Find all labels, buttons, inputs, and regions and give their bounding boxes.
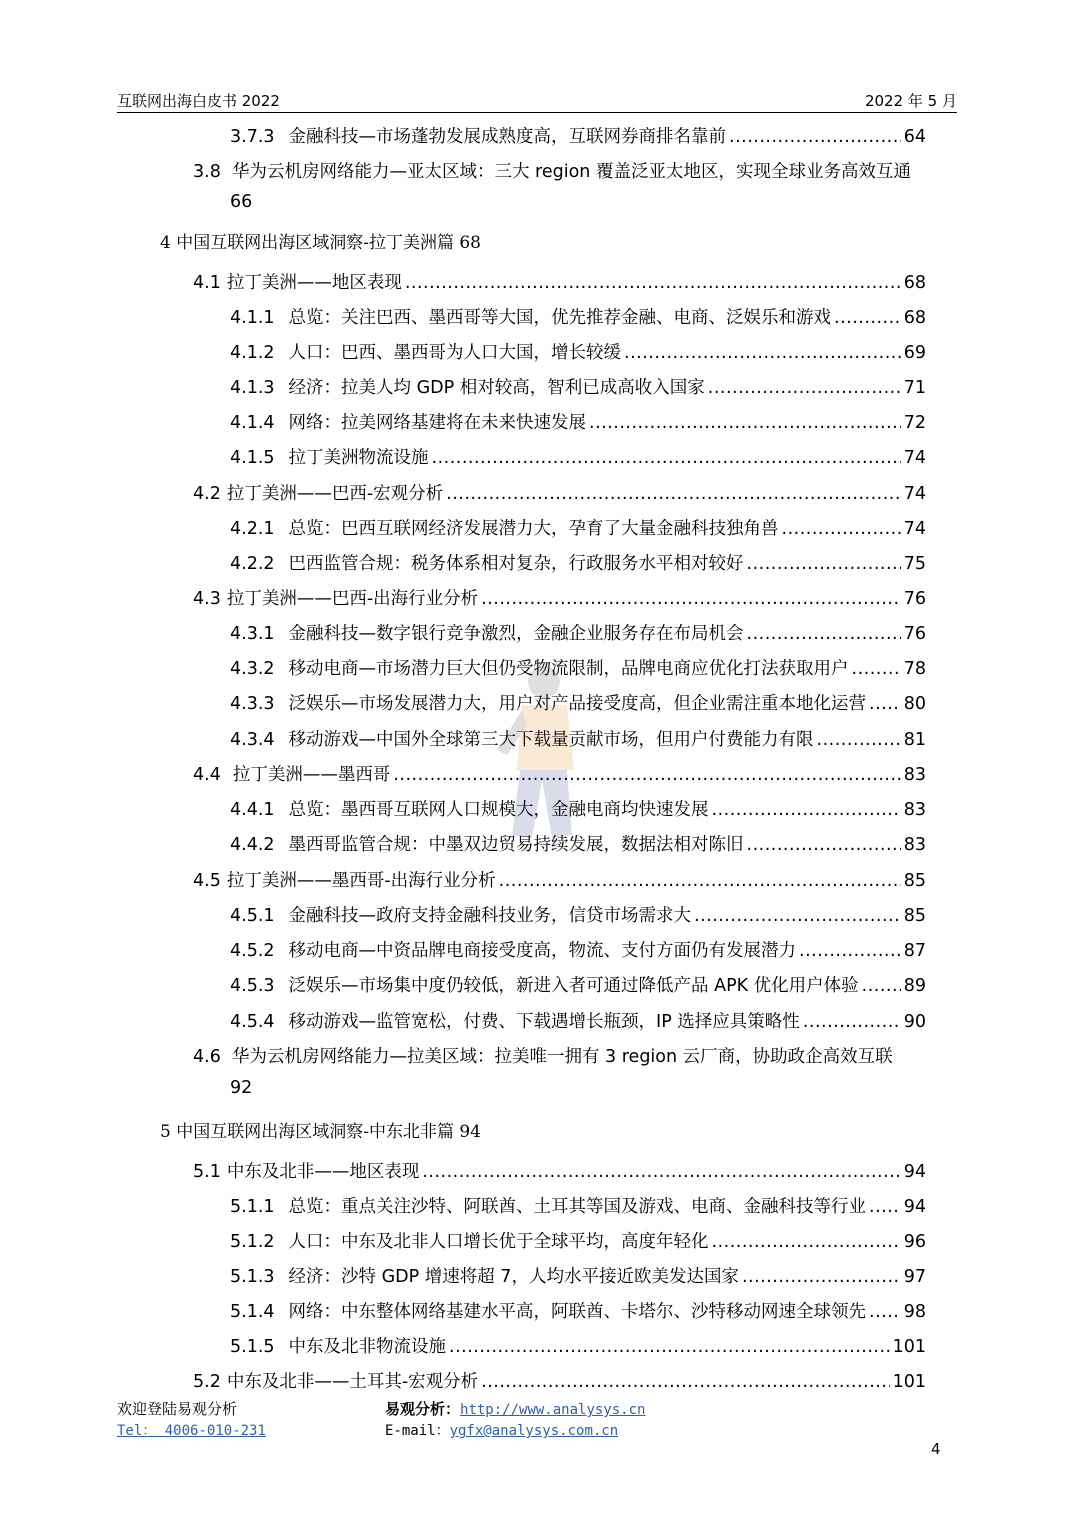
dot-leader [742,1262,901,1292]
toc-entry[interactable]: 4.1.4 网络：拉美网络基建将在未来快速发展 ..... 72 [230,408,926,438]
dot-leader [712,795,901,825]
toc-chapter-5[interactable]: 5 中国互联网出海区域洞察-中东北非篇 94 [160,1122,481,1142]
dot-leader [869,689,901,719]
toc-entry[interactable]: 5.1.3 经济：沙特 GDP 增速将超 7，人均水平接近欧美发达国家 ..... 97 [230,1262,926,1292]
dot-leader [481,1367,889,1397]
footer-email-link[interactable]: ygfx@analysys.com.cn [449,1423,619,1439]
dot-leader [747,619,901,649]
toc-entry[interactable]: 4.1.1 总览：关注巴西、墨西哥等大国，优先推荐金融、电商、泛娱乐和游戏 ..... 68 [230,303,926,333]
toc-entry[interactable]: 4.2.2 巴西监管合规：税务体系相对复杂，行政服务水平相对较好 ..... 75 [230,549,926,579]
toc-entry[interactable]: 4.3 拉丁美洲——巴西-出海行业分析 ..... 76 [193,584,926,614]
header-title: 互联网出海白皮书 2022 [117,92,280,110]
dot-leader [712,1227,901,1257]
dot-leader [446,479,901,509]
page-header [117,84,957,113]
toc-entry[interactable]: 3.8 华为云机房网络能力—亚太区域：三大 region 覆盖泛亚太地区，实现全球业务高效互通 [193,162,911,182]
dot-leader [393,760,900,790]
dot-leader [499,866,901,896]
footer-tel-link[interactable]: Tel： 4006-010-231 [117,1423,266,1439]
footer-site [385,1398,645,1419]
toc-entry[interactable]: 4.1 拉丁美洲——地区表现 ..... 68 [193,268,926,298]
toc-entry[interactable]: 4.1.3 经济：拉美人均 GDP 相对较高，智利已成高收入国家 ..... 71 [230,373,926,403]
toc-entry[interactable]: 4.3.3 泛娱乐—市场发展潜力大，用户对产品接受度高，但企业需注重本地化运营 ..... 80 [230,689,926,719]
toc-entry[interactable]: 5.2 中东及北非——土耳其-宏观分析 ..... 101 [193,1367,926,1397]
toc-page-number: 66 [230,192,253,212]
toc-entry[interactable]: 4.4.1 总览：墨西哥互联网人口规模大，金融电商均快速发展 ..... 83 [230,795,926,825]
dot-leader [747,830,901,860]
dot-leader [422,1157,900,1187]
footer-email-label: E-mail： [385,1423,450,1439]
footer-site-label: 易观分析： [385,1400,461,1418]
toc-chapter-4[interactable]: 4 中国互联网出海区域洞察-拉丁美洲篇 68 [160,233,481,253]
dot-leader [817,725,901,755]
toc-entry[interactable]: 4.6 华为云机房网络能力—拉美区域：拉美唯一拥有 3 region 云厂商，协助政企高效互联 [193,1047,893,1067]
toc-page-number: 92 [230,1078,253,1098]
dot-leader [589,408,901,438]
dot-leader [799,936,901,966]
page-number: 4 [931,1440,941,1458]
toc-entry[interactable]: 4.5.2 移动电商—中资品牌电商接受度高，物流、支付方面仍有发展潜力 ..... 87 [230,936,926,966]
dot-leader [694,901,901,931]
dot-leader [449,1332,890,1362]
dot-leader [432,443,901,473]
dot-leader [747,549,901,579]
footer-welcome: 欢迎登陆易观分析 [117,1400,238,1418]
toc-entry[interactable]: 3.7.3 金融科技—市场蓬勃发展成熟度高，互联网券商排名靠前 ..... 64 [230,122,926,152]
dot-leader [852,654,901,684]
toc-entry[interactable]: 4.3.2 移动电商—市场潜力巨大但仍受物流限制，品牌电商应优化打法获取用户 ..... 78 [230,654,926,684]
dot-leader [803,1007,901,1037]
toc-entry[interactable]: 4.2 拉丁美洲——巴西-宏观分析 ..... 74 [193,479,926,509]
dot-leader [862,971,901,1001]
dot-leader [481,584,901,614]
toc-entry[interactable]: 4.2.1 总览：巴西互联网经济发展潜力大，孕育了大量金融科技独角兽 ..... 74 [230,514,926,544]
toc-entry[interactable]: 5.1.4 网络：中东整体网络基建水平高，阿联酋、卡塔尔、沙特移动网速全球领先 ..... 98 [230,1297,926,1327]
toc-entry[interactable]: 4.5.3 泛娱乐—市场集中度仍较低，新进入者可通过降低产品 APK 优化用户体验 ..... 89 [230,971,926,1001]
toc-entry[interactable]: 5.1.2 人口：中东及北非人口增长优于全球平均，高度年轻化 ..... 96 [230,1227,926,1257]
toc-entry[interactable]: 4.5 拉丁美洲——墨西哥-出海行业分析 ..... 85 [193,866,926,896]
header-date: 2022 年 5 月 [864,92,957,110]
toc-entry[interactable]: 4.3.4 移动游戏—中国外全球第三大下载量贡献市场，但用户付费能力有限 ..... 81 [230,725,926,755]
toc-entry[interactable]: 5.1 中东及北非——地区表现 ..... 94 [193,1157,926,1187]
footer-email [385,1420,618,1440]
toc-entry[interactable]: 4.5.1 金融科技—政府支持金融科技业务，信贷市场需求大 ..... 85 [230,901,926,931]
dot-leader [869,1297,901,1327]
toc-entry[interactable]: 5.1.1 总览：重点关注沙特、阿联酋、土耳其等国及游戏、电商、金融科技等行业 ..... 94 [230,1192,926,1222]
toc-entry[interactable]: 4.1.2 人口：巴西、墨西哥为人口大国，增长较缓 ..... 69 [230,338,926,368]
footer-site-link[interactable]: http://www.analysys.cn [460,1402,646,1418]
dot-leader [729,122,901,152]
toc-entry[interactable]: 4.1.5 拉丁美洲物流设施 ..... 74 [230,443,926,473]
toc-entry[interactable]: 4.3.1 金融科技—数字银行竞争激烈，金融企业服务存在布局机会 ..... 76 [230,619,926,649]
dot-leader [869,1192,901,1222]
toc-entry[interactable]: 5.1.5 中东及北非物流设施 ..... 101 [230,1332,926,1362]
dot-leader [405,268,901,298]
dot-leader [708,373,901,403]
toc-entry[interactable]: 4.4.2 墨西哥监管合规：中墨双边贸易持续发展，数据法相对陈旧 ..... 83 [230,830,926,860]
toc-entry[interactable]: 4.4 拉丁美洲——墨西哥 ..... 83 [193,760,926,790]
toc-entry[interactable]: 4.5.4 移动游戏—监管宽松，付费、下载遇增长瓶颈，IP 选择应具策略性 ..... 90 [230,1007,926,1037]
dot-leader [834,303,901,333]
dot-leader [624,338,901,368]
dot-leader [782,514,901,544]
